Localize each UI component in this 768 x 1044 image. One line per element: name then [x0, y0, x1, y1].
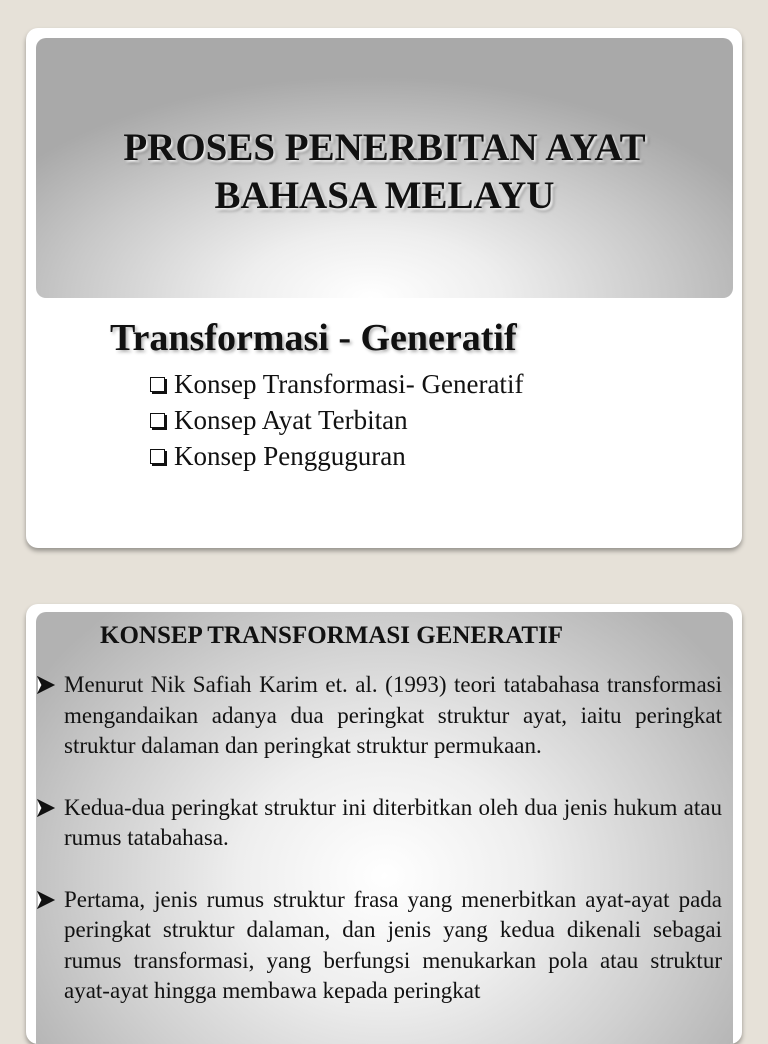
- title-slide: [26, 28, 742, 548]
- paragraph-item: [26, 793, 732, 854]
- topic-label: Konsep Pengguguran: [174, 441, 406, 471]
- topic-list: [148, 366, 523, 474]
- paragraph-list: [26, 670, 732, 1038]
- topic-item: [148, 438, 523, 474]
- arrow-bullet-icon: [36, 891, 56, 909]
- checkbox-icon: [150, 449, 165, 464]
- topic-item: [148, 366, 523, 402]
- paragraph-text: Pertama, jenis rumus struktur frasa yang menerbitkan ayat-ayat pada peringkat struktur dalaman, dan jenis yang kedua dikenali sebagai rumus transformasi, yang berfungsi menukarkan pola atau struktur ayat-ayat hingga membawa kepada peringkat: [64, 886, 722, 1003]
- topic-item: [148, 402, 523, 438]
- content-panel: [36, 612, 733, 1044]
- topic-label: Konsep Ayat Terbitan: [174, 405, 408, 435]
- slide-title: [123, 116, 645, 220]
- paragraph-text: Kedua-dua peringkat struktur ini diterbitkan oleh dua jenis hukum atau rumus tatabahasa.: [64, 794, 722, 850]
- slide-title-line-1: PROSES PENERBITAN AYAT: [123, 126, 646, 169]
- paragraph-text: Menurut Nik Safiah Karim et. al. (1993) teori tatabahasa transformasi mengandaikan adanya dua peringkat struktur ayat, iaitu peringkat struktur dalaman dan peringkat struktur permukaan.: [64, 672, 722, 758]
- checkbox-icon: [150, 377, 165, 392]
- paragraph-item: [26, 885, 732, 1007]
- slide-title-line-2: BAHASA MELAYU: [214, 174, 555, 217]
- arrow-bullet-icon: [36, 799, 56, 817]
- arrow-bullet-icon: [36, 676, 56, 694]
- content-heading: KONSEP TRANSFORMASI GENERATIF: [100, 622, 564, 649]
- topic-label: Konsep Transformasi- Generatif: [174, 369, 524, 399]
- checkbox-icon: [150, 413, 165, 428]
- slide-subtitle: Transformasi - Generatif: [110, 317, 517, 359]
- content-slide: [26, 604, 742, 1044]
- paragraph-item: [26, 670, 732, 762]
- title-panel: [36, 38, 733, 298]
